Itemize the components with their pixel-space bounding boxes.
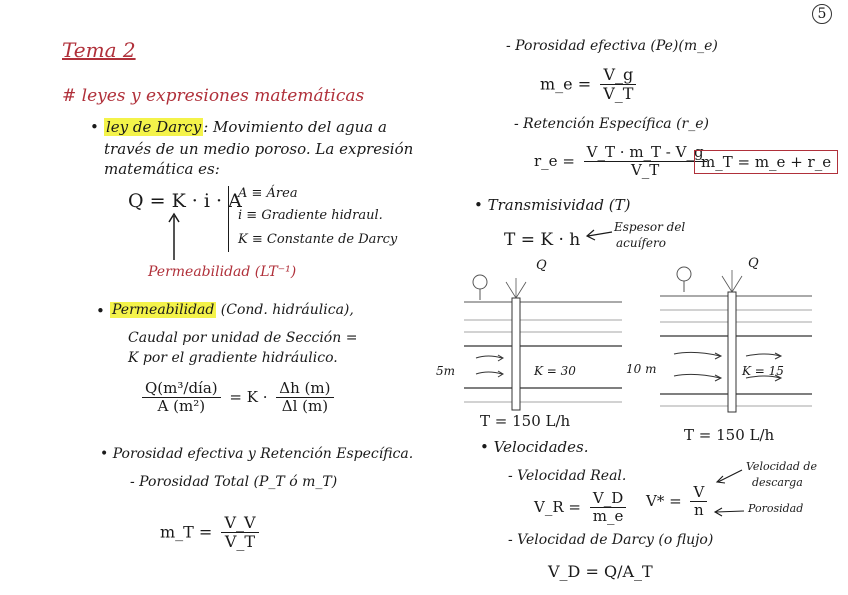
me-equation (540, 66, 640, 104)
velocities-heading: • Velocidades. (480, 438, 589, 456)
darcy-velocity-heading: - Velocidad de Darcy (o flujo) (508, 532, 714, 548)
well2-k: K = 15 (742, 364, 784, 378)
me-num: V_g (600, 66, 636, 85)
perm-frac-left-den: A (m²) (157, 397, 206, 416)
transmissivity-formula: T = K · h (504, 230, 581, 250)
darcy-formula: Q = K · i · A (128, 190, 242, 212)
mt-frac (221, 514, 258, 552)
re-den: V_T (630, 161, 660, 180)
vd-equation: V_D = Q/A_T (548, 562, 653, 581)
vstar-lhs: V* = (646, 491, 682, 510)
perm-eq-mid: = K · (229, 387, 268, 406)
arrow-to-n-icon (712, 506, 746, 516)
perm-frac-right (276, 380, 333, 416)
vr-den: m_e (592, 507, 624, 526)
well-casing (512, 298, 520, 410)
darcy-def-divider (228, 186, 229, 252)
perm-suffix: (Cond. hidráulica), (216, 302, 354, 318)
porosity-total: - Porosidad Total (P_T ó m_T) (130, 474, 338, 490)
transmissivity-heading: • Transmisividad (T) (474, 196, 631, 214)
re-frac (584, 144, 707, 180)
perm-frac-right-den: Δl (m) (281, 397, 329, 416)
darcy-def-i: i ≡ Gradiente hidraul. (238, 208, 383, 223)
mt-num: V_V (221, 514, 258, 533)
darcy-desc-1: : Movimiento del agua a (203, 118, 387, 136)
tree-icon (473, 275, 487, 300)
re-lhs: r_e = (534, 151, 575, 170)
well1-q: Q (536, 258, 547, 273)
discharge-note-2: descarga (752, 476, 803, 489)
thickness-note-1: Espesor del (614, 220, 686, 234)
well-diagram-1 (462, 258, 628, 416)
permeability-note: Permeabilidad (LT⁻¹) (148, 264, 297, 280)
darcy-label-text: ley de Darcy (106, 118, 202, 136)
perm-label: Permeabilidad (112, 302, 215, 318)
porosity-identity-box: m_T = m_e + r_e (694, 150, 838, 174)
darcy-desc-3: matemática es: (104, 160, 220, 178)
vstar-den: n (694, 501, 704, 520)
porosity-heading: • Porosidad efectiva y Retención Específica. (100, 446, 414, 462)
vr-frac (590, 490, 627, 526)
perm-line-2: K por el gradiente hidráulico. (128, 350, 338, 366)
well-casing (728, 292, 736, 412)
mt-equation (160, 514, 263, 552)
vr-equation (534, 490, 630, 526)
section-heading: # leyes y expresiones matemáticas (62, 86, 365, 106)
well2-t: T = 150 L/h (684, 426, 775, 444)
arrow-left-icon (584, 228, 614, 240)
vstar-equation (646, 484, 711, 520)
layer-lines (464, 320, 622, 402)
vr-num: V_D (590, 490, 626, 508)
mt-den: V_T (224, 532, 256, 552)
vstar-frac (690, 484, 707, 520)
well-diagram-2 (650, 256, 816, 416)
re-equation (534, 144, 711, 180)
arrow-to-v-icon (714, 466, 744, 486)
arrow-up-icon (168, 212, 180, 262)
thickness-note-2: acuífero (616, 236, 666, 250)
page-title: Tema 2 (62, 38, 136, 62)
mt-lhs: m_T = (160, 522, 213, 542)
well1-t: T = 150 L/h (480, 412, 571, 430)
me-den: V_T (603, 84, 634, 104)
perm-equation (138, 380, 338, 416)
spray-icon (722, 270, 742, 292)
perm-frac-right-num: Δh (m) (276, 380, 333, 398)
page-number: 5 (812, 4, 832, 24)
perm-frac-left (142, 380, 221, 416)
spray-icon (506, 278, 526, 298)
me-lhs: m_e = (540, 74, 592, 94)
re-num: V_T · m_T - V_g (584, 144, 707, 162)
darcy-bullet: • (90, 118, 99, 136)
well1-k: K = 30 (534, 364, 576, 378)
perm-heading (110, 302, 354, 318)
discharge-note-1: Velocidad de (746, 460, 817, 473)
eff-porosity: - Porosidad efectiva (Pe)(m_e) (506, 38, 718, 54)
perm-frac-left-num: Q(m³/día) (142, 380, 221, 398)
well2-q: Q (748, 256, 759, 271)
perm-bullet: • (96, 302, 105, 320)
darcy-label (104, 118, 387, 136)
vstar-num: V (690, 484, 707, 502)
perm-line-1: Caudal por unidad de Sección = (128, 330, 358, 346)
flow-arrows (476, 355, 503, 377)
me-frac (600, 66, 636, 104)
darcy-def-a: A ≡ Área (238, 186, 298, 201)
well2-height: 10 m (626, 362, 657, 376)
real-velocity-heading: - Velocidad Real. (508, 468, 627, 484)
specific-retention: - Retención Específica (r_e) (514, 116, 709, 132)
tree-icon (677, 267, 691, 292)
vr-lhs: V_R = (534, 497, 581, 516)
porosity-note: Porosidad (748, 502, 804, 515)
darcy-desc-2: través de un medio poroso. La expresión (104, 140, 414, 158)
well1-height: 5m (436, 364, 456, 378)
darcy-def-k: K ≡ Constante de Darcy (238, 232, 398, 247)
